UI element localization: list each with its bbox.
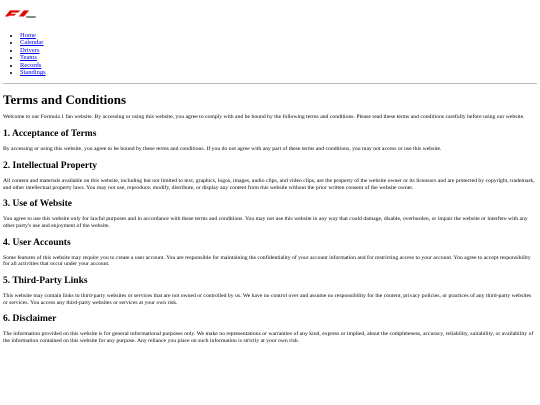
section-heading-disclaimer: 6. Disclaimer bbox=[3, 314, 57, 325]
nav-link-teams[interactable]: Teams bbox=[20, 54, 37, 62]
nav-link-standings[interactable]: Standings bbox=[20, 69, 46, 77]
nav-link-drivers[interactable]: Drivers bbox=[20, 46, 40, 54]
nav-item-teams bbox=[20, 54, 540, 61]
section-heading-use-of-website: 3. Use of Website bbox=[3, 199, 72, 210]
section-body-disclaimer: The information provided on this website is for general informational purposes only. We make no representations or warranties of any kind, express or implied, about the completeness, accuracy, reliability, suitability, or availability of the information contained on this website for any purpose. Any reliance you place on such information is strictly at your own risk. bbox=[3, 331, 534, 345]
nav-link-home[interactable]: Home bbox=[20, 32, 36, 39]
section-body-use-of-website: You agree to use this website only for lawful purposes and in accordance with these terms and conditions. You may not use this website in any way that could damage, disable, overburden, or impair the website or interfere with any other party's use and enjoyment of the website. bbox=[3, 216, 528, 229]
nav-item-records bbox=[20, 62, 540, 69]
section-heading-acceptance: 1. Acceptance of Terms bbox=[3, 129, 97, 140]
intro-text: Welcome to our Formula 1 fan website. By accessing or using this website, you agree to comply with and be bound by the following terms and conditions. Please read these terms and conditions carefully before using our website. bbox=[3, 114, 525, 121]
site-header bbox=[0, 0, 540, 26]
section-body-intellectual-property: All content and materials available on this website, including but not limited to text, graphics, logos, images, audio clips, and video clips, are the property of the website owner or its licensors and are protected by copyright, trademark, and other intellectual property laws. You may not use, reproduce, modify, distribute, or display any content from this website without the prior written consent of the website owner. bbox=[3, 177, 535, 191]
section-heading-third-party-links: 5. Third-Party Links bbox=[3, 276, 88, 287]
nav-link-records[interactable]: Records bbox=[20, 61, 42, 69]
nav-item-drivers bbox=[20, 47, 540, 54]
nav-link-calendar[interactable]: Calendar bbox=[20, 39, 44, 47]
section-heading-user-accounts: 4. User Accounts bbox=[3, 237, 71, 248]
nav-item-standings bbox=[20, 69, 540, 76]
section-body-acceptance: By accessing or using this website, you agree to be bound by these terms and conditions. If you do not agree with any part of these terms and conditions, you may not access or use this website. bbox=[3, 146, 442, 153]
page-title: Terms and Conditions bbox=[3, 92, 127, 108]
header-divider bbox=[3, 83, 537, 84]
terms-content bbox=[0, 92, 540, 344]
nav-item-home bbox=[20, 32, 540, 39]
section-body-user-accounts: Some features of this website may require you to create a user account. You are responsible for maintaining the confidentiality of your account information and for restricting access to your account. You agree to accept responsibility for all activities that occur under your account. bbox=[3, 254, 531, 268]
section-heading-intellectual-property: 2. Intellectual Property bbox=[3, 160, 98, 171]
nav-item-calendar bbox=[20, 39, 540, 46]
main-nav bbox=[0, 32, 540, 76]
logo-caption bbox=[26, 16, 36, 18]
section-body-third-party-links: This website may contain links to third-party websites or services that are not owned or controlled by us. We have no control over and assume no responsibility for the content, privacy policies, or practices of any third-party websites or services. You access any third-party websites or services at your own risk. bbox=[3, 293, 532, 306]
